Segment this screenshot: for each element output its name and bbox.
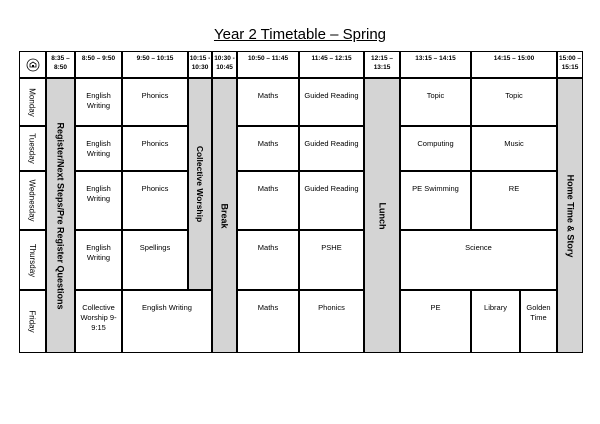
lesson-cell: PE — [400, 290, 471, 353]
header-time-slot: 10:15 - 10:30 — [188, 51, 212, 78]
lesson-cell: English Writing — [75, 78, 122, 126]
header-time-slot: 8:35 – 8:50 — [46, 51, 75, 78]
header-time-slot: 8:50 – 9:50 — [75, 51, 122, 78]
lesson-cell: Phonics — [299, 290, 364, 353]
lesson-cell: English Writing — [122, 290, 212, 353]
lesson-cell: Computing — [400, 126, 471, 171]
lesson-cell: Music — [471, 126, 557, 171]
day-label-tuesday: Tuesday — [19, 126, 46, 171]
home-time-column: Home Time & Story — [557, 78, 583, 353]
lesson-cell: Golden Time — [520, 290, 557, 353]
day-label-thursday: Thursday — [19, 230, 46, 290]
lesson-cell: Phonics — [122, 126, 188, 171]
lesson-cell: RE — [471, 171, 557, 230]
header-time-slot: 14:15 – 15:00 — [471, 51, 557, 78]
day-label-friday: Friday — [19, 290, 46, 353]
lesson-cell: Phonics — [122, 171, 188, 230]
header-time-slot: 10:50 – 11:45 — [237, 51, 299, 78]
lesson-cell: Topic — [400, 78, 471, 126]
lunch-column: Lunch — [364, 78, 400, 353]
register-column: Register/Next Steps/Pre Register Questions — [46, 78, 75, 353]
day-label-monday: Monday — [19, 78, 46, 126]
lesson-cell: Topic — [471, 78, 557, 126]
header-time-slot: 12:15 – 13:15 — [364, 51, 400, 78]
lesson-cell: Science — [400, 230, 557, 290]
lesson-cell: English Writing — [75, 171, 122, 230]
lesson-cell: Maths — [237, 78, 299, 126]
timetable-grid — [20, 52, 584, 354]
logo-cell — [19, 51, 46, 78]
lesson-cell: Guided Reading — [299, 126, 364, 171]
lesson-cell: Maths — [237, 290, 299, 353]
lesson-cell: Spellings — [122, 230, 188, 290]
lesson-cell: English Writing — [75, 126, 122, 171]
lesson-cell: Guided Reading — [299, 171, 364, 230]
lesson-cell: Guided Reading — [299, 78, 364, 126]
lesson-cell: PSHE — [299, 230, 364, 290]
lesson-cell: Library — [471, 290, 520, 353]
lesson-cell: English Writing — [75, 230, 122, 290]
collective-worship-column: Collective Worship — [188, 78, 212, 290]
day-label-wednesday: Wednesday — [19, 171, 46, 230]
lesson-cell: Maths — [237, 171, 299, 230]
header-time-slot: 13:15 – 14:15 — [400, 51, 471, 78]
header-time-slot: 10:30 - 10:45 — [212, 51, 237, 78]
break-column: Break — [212, 78, 237, 353]
header-time-slot: 11:45 – 12:15 — [299, 51, 364, 78]
lesson-cell: Maths — [237, 230, 299, 290]
header-time-slot: 9:50 – 10:15 — [122, 51, 188, 78]
lesson-cell: PE Swimming — [400, 171, 471, 230]
lesson-cell: Phonics — [122, 78, 188, 126]
page-title: Year 2 Timetable – Spring — [213, 26, 387, 43]
school-crest-icon — [26, 58, 40, 72]
lesson-cell: Collective Worship 9-9:15 — [75, 290, 122, 353]
lesson-cell: Maths — [237, 126, 299, 171]
header-time-slot: 15:00 – 15:15 — [557, 51, 583, 78]
